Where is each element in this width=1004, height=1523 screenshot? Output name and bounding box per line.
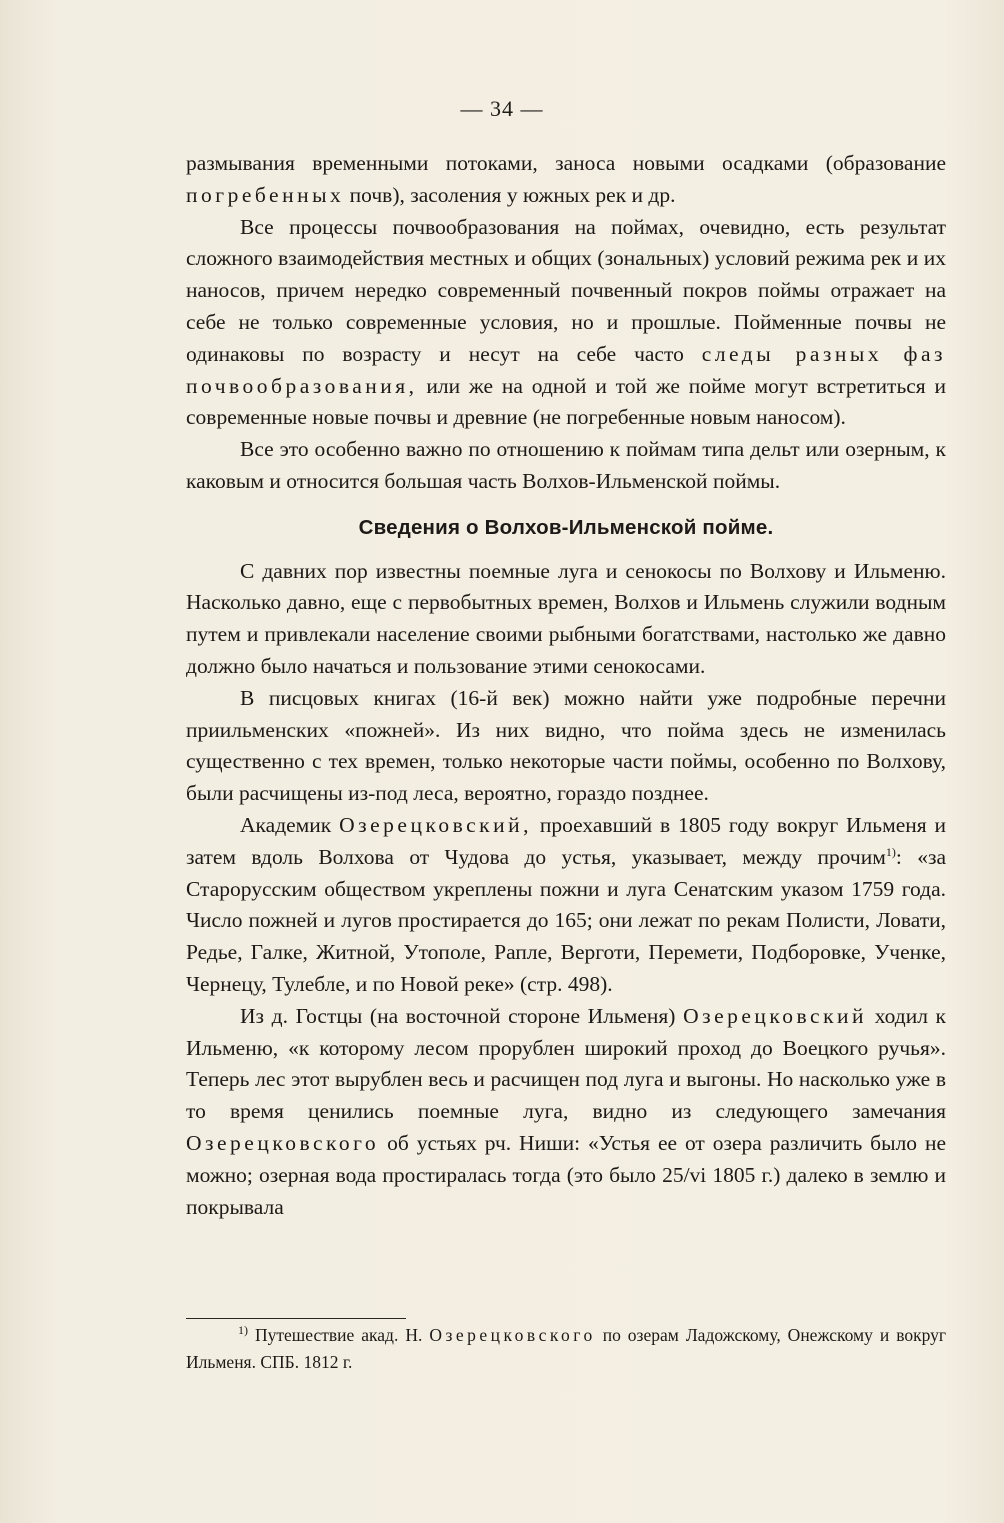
main-text [186, 148, 946, 1223]
footnote-divider [186, 1318, 406, 1319]
paragraph-6: Академик Озерецковский, проехавший в 1805 году вокруг Ильменя и затем вдоль Волхова от Чудова до устья, указывает, между прочим$^{1)}$: «за Старорусским обществом укреплены пожни и луга Сенатским указом 1759 года. Число пожней и лугов простирается до 165; они лежат по рекам Полисти, Ловати, Редье, Галке, Житной, Утополе, Рапле, Верготи, Перемети, Подборовке, Ученке, Чернецу, Тулебле, и по Новой реке» (стр. 498). [186, 812, 947, 996]
paragraph-7: Из д. Гостцы (на восточной стороне Ильменя) Озерецковский ходил к Ильменю, «к которому лесом прорублен широкий проход до Воецкого ручья». Теперь лес этот вырублен весь и расчищен под луга и выгоны. Но насколько уже в то время ценились поемные луга, видно из следующего замечания Озерецковского об устьях рч. Ниши: «Устья ее от озера различить было не можно; озерная вода простиралась тогда (это было 25/vi 1805 г.) далеко в землю и покрывала [186, 1003, 947, 1219]
section-heading: Сведения о Волхов-Ильменской пойме. [358, 515, 774, 539]
paragraph-3: Все это особенно важно по отношению к поймам типа дельт или озерным, к каковым и относится большая часть Волхов-Ильменской поймы. [186, 437, 946, 493]
paragraph-1: размывания временными потоками, заноса новыми осадками (образование погребенных почв), засоления у южных рек и др. [186, 151, 946, 207]
footnote-marker: 1) [238, 1323, 248, 1338]
paragraph-2: Все процессы почвообразования на поймах, очевидно, есть результат сложного взаимодействия местных и общих (зональных) условий режима рек и их наносов, причем нередко современный почвенный покров поймы отражает на себе не только современные условия, но и прошлые. Пойменные почвы не одинаковы по возрасту и несут на себе часто следы разных фаз почвообразования, или же на одной и той же пойме могут встретиться и современные новые почвы и древние (не погребенные новым наносом). [186, 214, 946, 430]
paragraph-5: В писцовых книгах (16-й век) можно найти уже подробные перечни приильменских «пожней». Из них видно, что пойма здесь не изменилась существенно с тех времен, только некоторые части поймы, особенно по Волхову, были расчищены из-под леса, вероятно, гораздо позднее. [186, 685, 946, 806]
footnote: $^{1)}$ Путешествие акад. Н. Озерецковского по озерам Ладожскому, Онежскому и вокруг Ильменя. СПБ. 1812 г. [186, 1323, 947, 1372]
paragraph-4: С давних пор известны поемные луга и сенокосы по Волхову и Ильменю. Насколько давно, еще с первобытных времен, Волхов и Ильмень служили водным путем и привлекали население своими рыбными богатствами, настолько же давно должно было начаться и пользование этими сенокосами. [186, 558, 946, 678]
footnote-ref: 1) [885, 844, 896, 859]
page-number: — 34 — [460, 96, 544, 121]
